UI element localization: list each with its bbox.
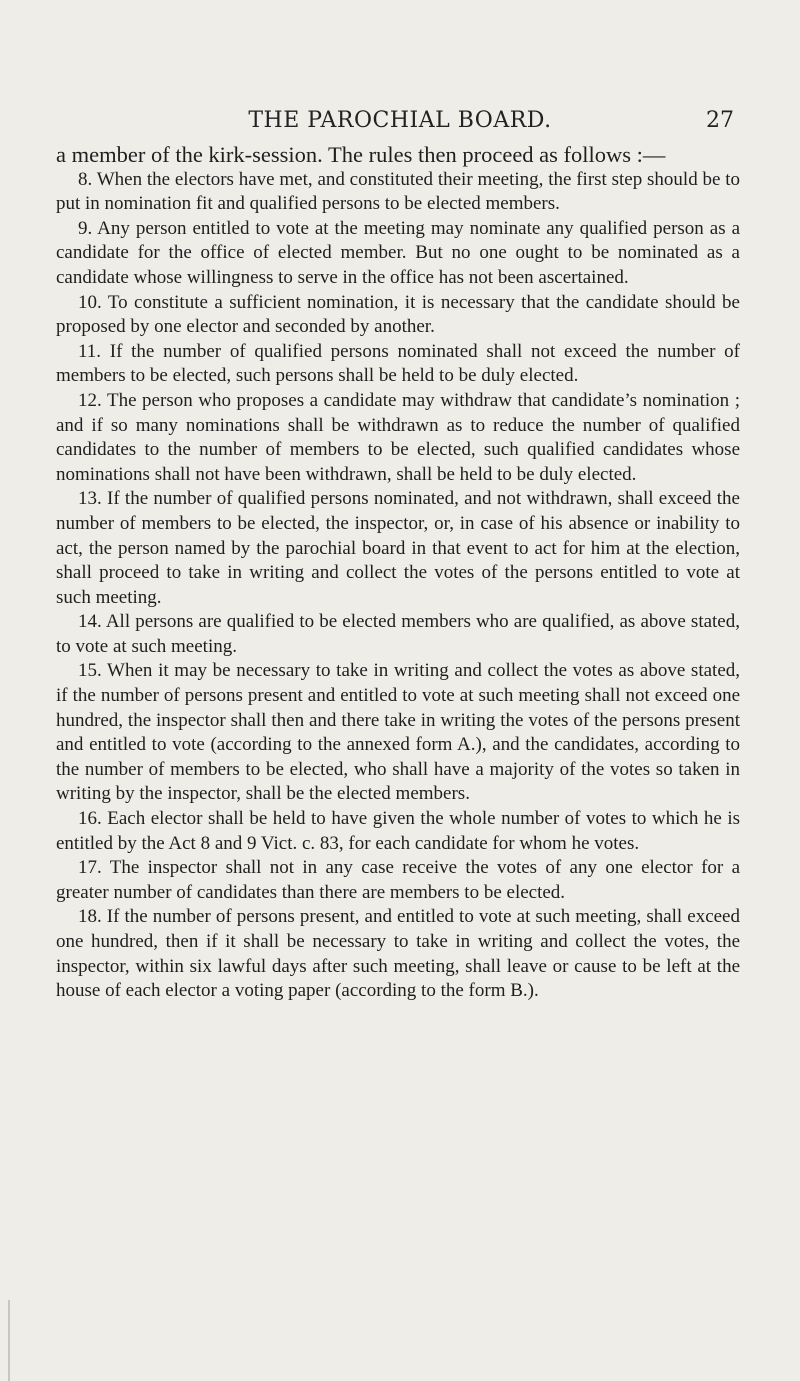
page-header	[56, 108, 744, 138]
rule-paragraph-10: 10. To constitute a sufficient nomination, it is necessary that the candidate should be proposed by one elector and seconded by another.	[56, 291, 740, 338]
rule-paragraph-13: 13. If the number of qualified persons nominated, and not withdrawn, shall exceed the number of members to be elected, the inspector, or, in case of his absence or inability to act, the person named by the parochial board in that event to act for him at the election, shall proceed to take in writing and collect the votes of the persons entitled to vote at such meeting.	[56, 488, 740, 608]
rule-paragraph-12: 12. The person who proposes a candidate may withdraw that candidate’s nomination ; and if so many nominations shall be withdrawn as to reduce the number of qualified candidates to the number of members to be elected, such qualified candidates whose nominations shall not have been withdrawn, shall be held to be duly elected.	[56, 389, 740, 485]
rule-paragraph-15: 15. When it may be necessary to take in writing and collect the votes as above stated, if the number of persons present and entitled to vote at such meeting shall not exceed one hundred, the inspector shall then and there take in writing the votes of the persons present and entitled to vote (according to the annexed form A.), and the candidates, according to the number of members to be elected, who shall have a majority of the votes so taken in writing by the inspector, shall be the elected members.	[56, 660, 740, 805]
page-edge-mark	[8, 1300, 10, 1381]
rule-paragraph-17: 17. The inspector shall not in any case receive the votes of any one elector for a greater number of candidates than there are members to be elected.	[56, 857, 740, 903]
rule-paragraph-8: 8. When the electors have met, and constituted their meeting, the first step should be to put in nomination fit and qualified persons to be elected members.	[56, 168, 740, 215]
main-text	[56, 143, 740, 1004]
rule-paragraph-9: 9. Any person entitled to vote at the meeting may nominate any qualified person as a candidate for the office of elected member. But no one ought to be nominated as a candidate whose willingness to serve in the office has not been ascertained.	[56, 217, 740, 288]
page-number: 27	[706, 108, 734, 133]
rule-paragraph-14: 14. All persons are qualified to be elected members who are qualified, as above stated, to vote at such meeting.	[56, 611, 740, 657]
rule-paragraph-16: 16. Each elector shall be held to have given the whole number of votes to which he is entitled by the Act 8 and 9 Vict. c. 83, for each candidate for whom he votes.	[56, 808, 740, 854]
continued-paragraph: a member of the kirk-session. The rules then proceed as follows :—	[56, 142, 666, 167]
rule-paragraph-18: 18. If the number of persons present, and entitled to vote at such meeting, shall exceed one hundred, then if it shall be necessary to take in writing and collect the votes, the inspector, within six lawful days after such meeting, shall leave or cause to be left at the house of each elector a voting paper (according to the form B.).	[56, 906, 740, 1002]
running-title: THE PAROCHIAL BOARD.	[248, 108, 552, 133]
rule-paragraph-11: 11. If the number of qualified persons nominated shall not exceed the number of members to be elected, such persons shall be held to be duly elected.	[56, 340, 740, 387]
